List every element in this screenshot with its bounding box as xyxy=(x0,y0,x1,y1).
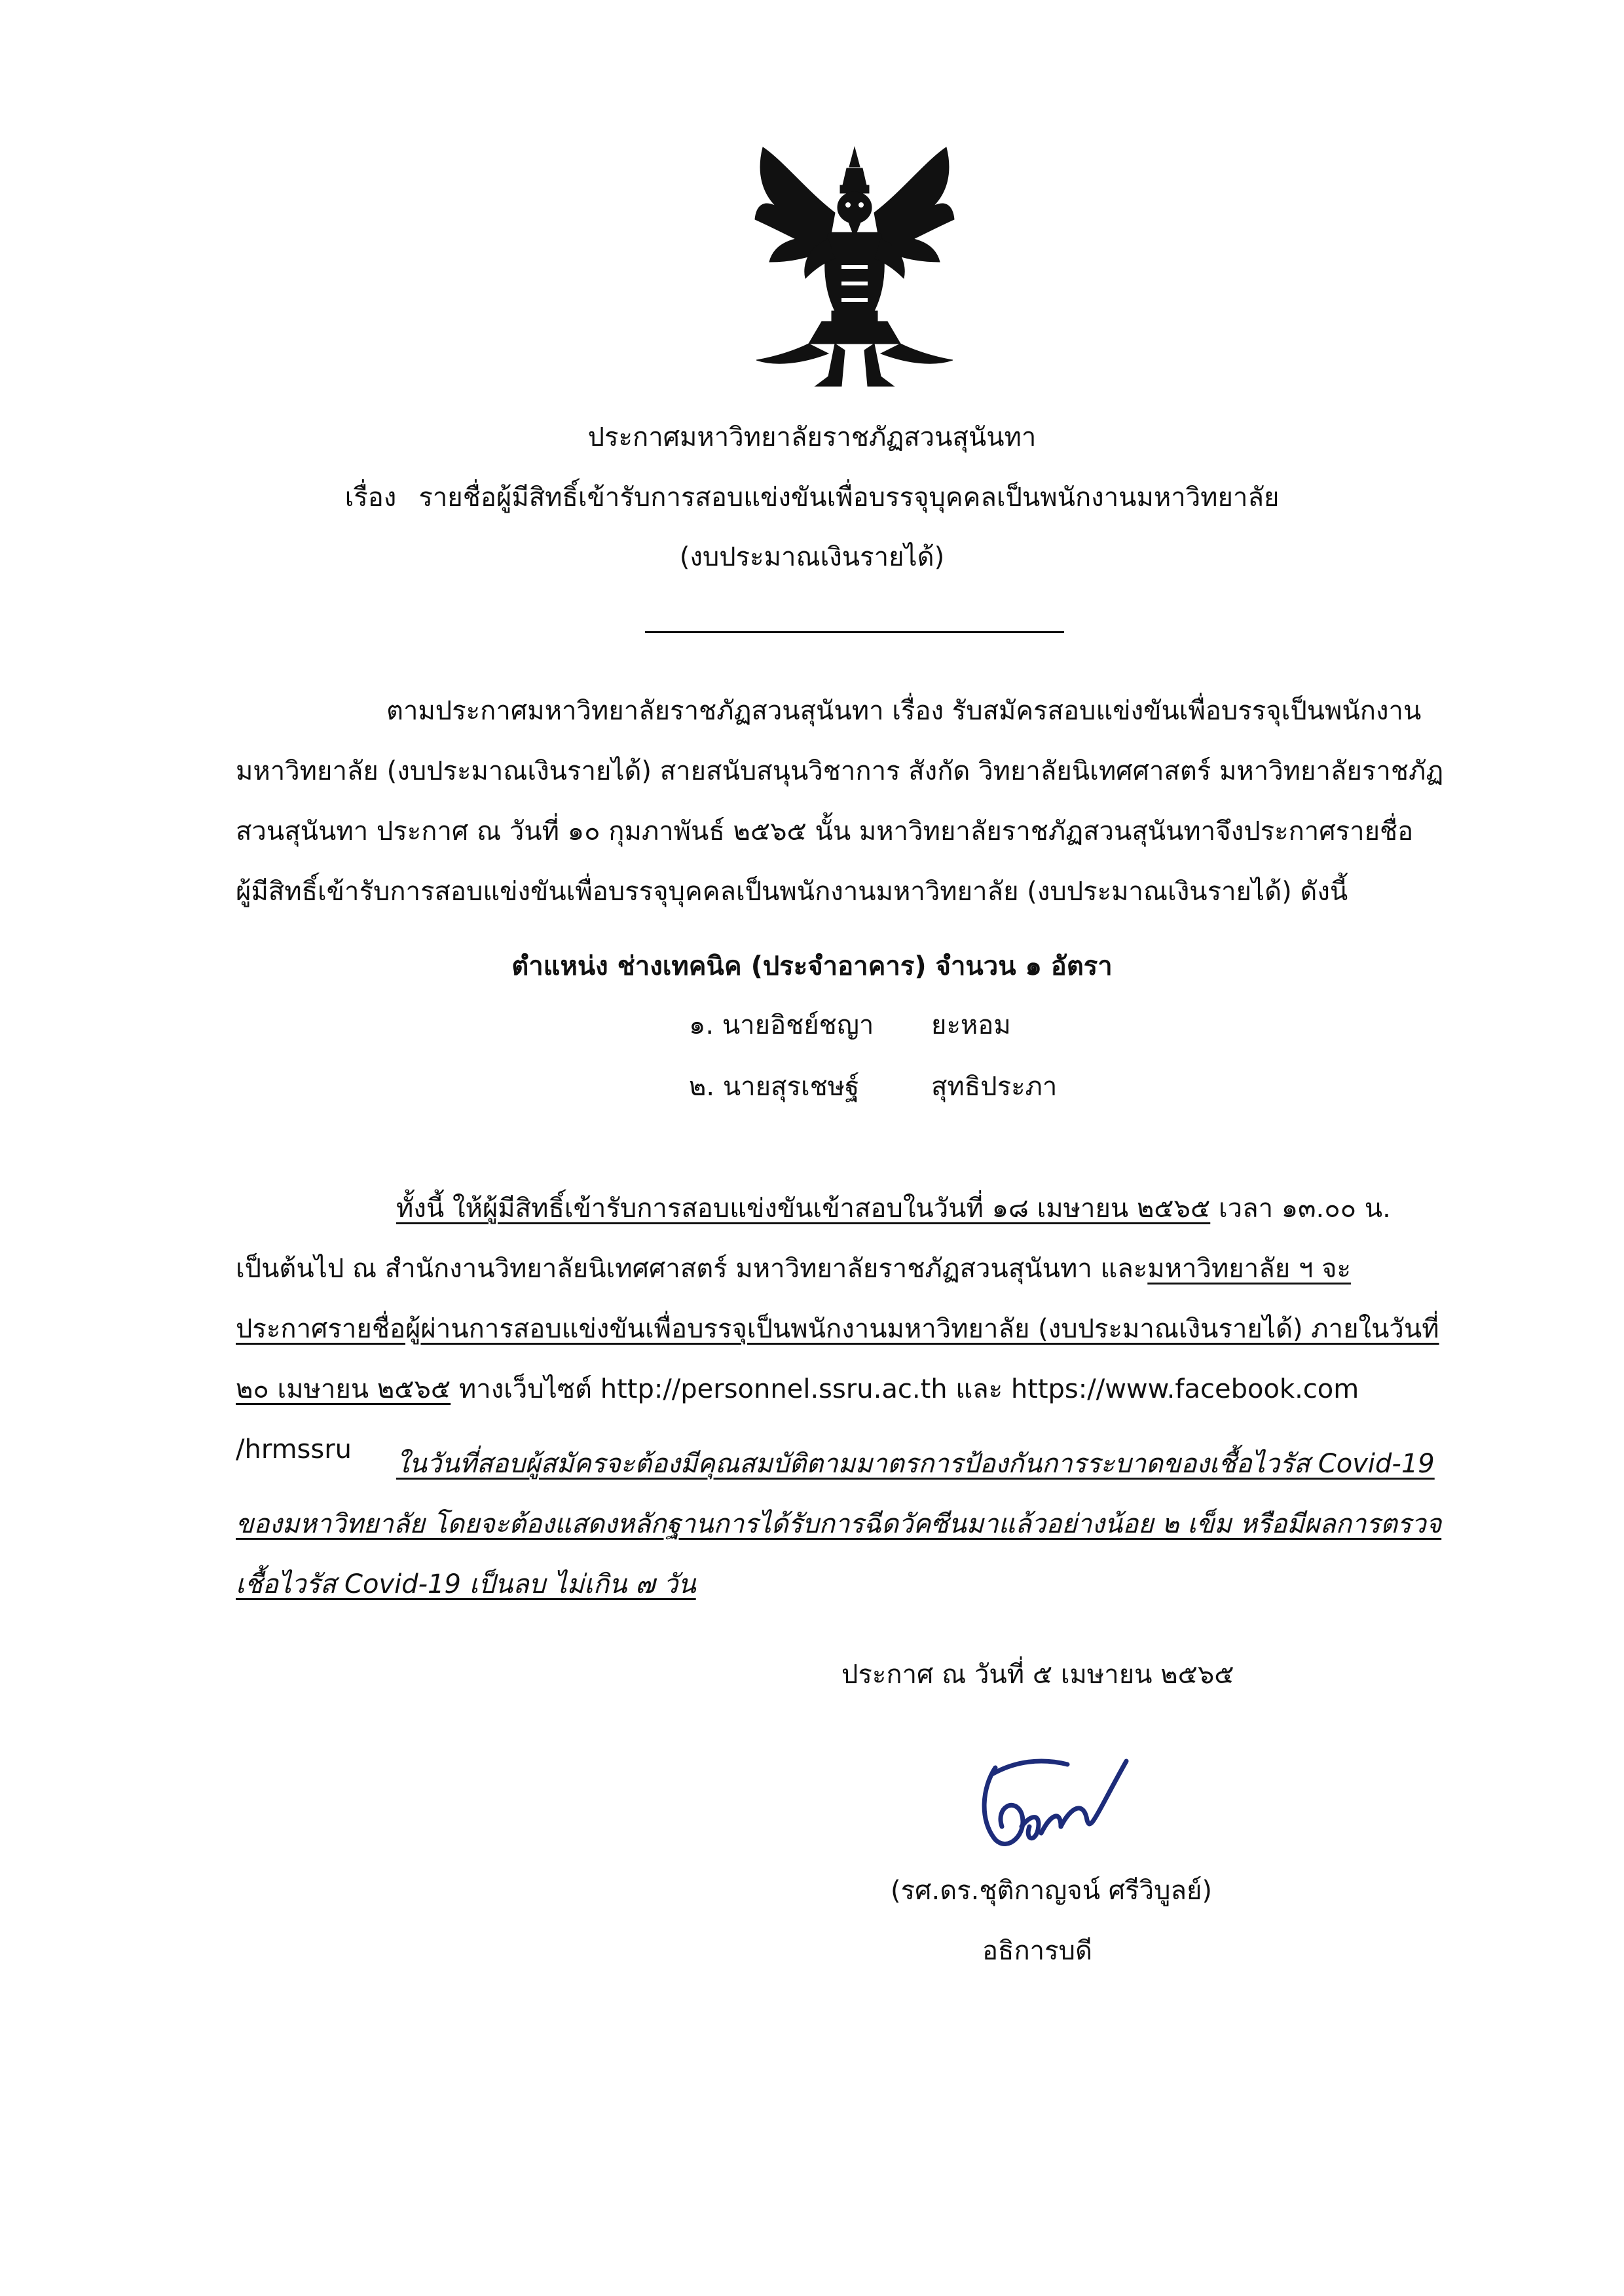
exam-announce-text: ประกาศรายชื่อ xyxy=(236,1314,405,1344)
candidate-row xyxy=(689,1007,1057,1068)
signature-image xyxy=(956,1735,1153,1859)
signer-title: อธิการบดี xyxy=(982,1936,1092,1966)
exam-announce-text: ผ่านการสอบแข่งขันเพื่อบรรจุเป็นพนักงานมหาวิทยาลัย (งบประมาณเงินรายได้) ภายในวันที่ xyxy=(420,1314,1439,1344)
intro-line: ตามประกาศมหาวิทยาลัยราชภัฏสวนสุนันทา เรื่อง รับสมัครสอบแข่งขันเพื่อบรรจุเป็นพนักงาน xyxy=(386,696,1422,726)
intro-paragraph xyxy=(236,681,1473,922)
candidate-row xyxy=(689,1068,1057,1130)
website-text: ทางเว็บไซต์ http://personnel.ssru.ac.th และ https://www.facebook.com xyxy=(451,1374,1359,1404)
candidate-given-name: นายอิชย์ชญา xyxy=(722,1010,874,1040)
candidate-list xyxy=(689,1007,1057,1130)
exam-university-text: มหาวิทยาลัย ฯ จะ xyxy=(1147,1254,1351,1284)
budget-note: (งบประมาณเงินรายได้) xyxy=(679,542,945,572)
exam-date-text: ทั้งนี้ ให้ผู้มีสิทธิ์เข้ารับการสอบแข่งขันเข้าสอบในวันที่ ๑๘ เมษายน ๒๕๖๕ xyxy=(396,1194,1211,1224)
intro-line: สวนสุนันทา ประกาศ ณ วันที่ ๑๐ กุมภาพันธ์ ๒๕๖๕ นั้น มหาวิทยาลัยราชภัฏสวนสุนันทาจึงประกาศรายชื่อ xyxy=(236,816,1414,847)
intro-line: ผู้มีสิทธิ์เข้ารับการสอบแข่งขันเพื่อบรรจุบุคคลเป็นพนักงานมหาวิทยาลัย (งบประมาณเงินรายได้) ดังนี้ xyxy=(236,877,1348,907)
announcement-date: ประกาศ ณ วันที่ ๕ เมษายน ๒๕๖๕ xyxy=(841,1660,1234,1690)
candidate-given-name: นายสุรเชษฐ์ xyxy=(722,1072,860,1102)
result-date-text: ๒๐ เมษายน ๒๕๖๕ xyxy=(236,1374,451,1404)
website-text-continued: /hrmssru xyxy=(236,1434,352,1465)
subject-label: เรื่อง xyxy=(344,483,397,513)
candidate-number: ๒. xyxy=(689,1072,715,1102)
garuda-emblem-icon xyxy=(737,134,972,396)
candidate-family-name: ยะหอม xyxy=(931,1010,1011,1040)
subject-line xyxy=(0,479,1624,516)
signer-name: (รศ.ดร.ชุติกาญจน์ ศรีวิบูลย์) xyxy=(891,1876,1213,1906)
position-title: ตำแหน่ง ช่างเทคนิค (ประจำอาคาร) จำนวน ๑ อัตรา xyxy=(511,951,1113,981)
exam-announce-text: ผู้ xyxy=(405,1314,421,1344)
covid-line: เชื้อไวรัส Covid-19 เป็นลบ ไม่เกิน ๗ วัน xyxy=(236,1569,696,1599)
subject-text: รายชื่อผู้มีสิทธิ์เข้ารับการสอบแข่งขันเพื่อบรรจุบุคคลเป็นพนักงานมหาวิทยาลัย xyxy=(418,483,1280,513)
covid-paragraph xyxy=(236,1434,1473,1614)
covid-line: ในวันที่สอบผู้สมัครจะต้องมีคุณสมบัติตามมาตรการป้องกันการระบาดของเชื้อไวรัส Covid-19 xyxy=(396,1449,1435,1479)
exam-time-text: เวลา ๑๓.๐๐ น. xyxy=(1210,1194,1391,1224)
issuer-line: ประกาศมหาวิทยาลัยราชภัฏสวนสุนันทา xyxy=(587,422,1037,452)
intro-line: มหาวิทยาลัย (งบประมาณเงินรายได้) สายสนับสนุนวิชาการ สังกัด วิทยาลัยนิเทศศาสตร์ มหาวิทยาลัยราชภัฏ xyxy=(236,756,1444,786)
exam-venue-text: เป็นต้นไป ณ สำนักงานวิทยาลัยนิเทศศาสตร์ มหาวิทยาลัยราชภัฏสวนสุนันทา และ xyxy=(236,1254,1148,1284)
candidate-family-name: สุทธิประภา xyxy=(931,1072,1058,1102)
candidate-number: ๑. xyxy=(689,1010,714,1040)
heading-divider xyxy=(645,631,1064,633)
covid-line: ของมหาวิทยาลัย โดยจะต้องแสดงหลักฐานการได้รับการฉีดวัคซีนมาแล้วอย่างน้อย ๒ เข็ม หรือมีผลการตรวจ xyxy=(236,1509,1442,1539)
